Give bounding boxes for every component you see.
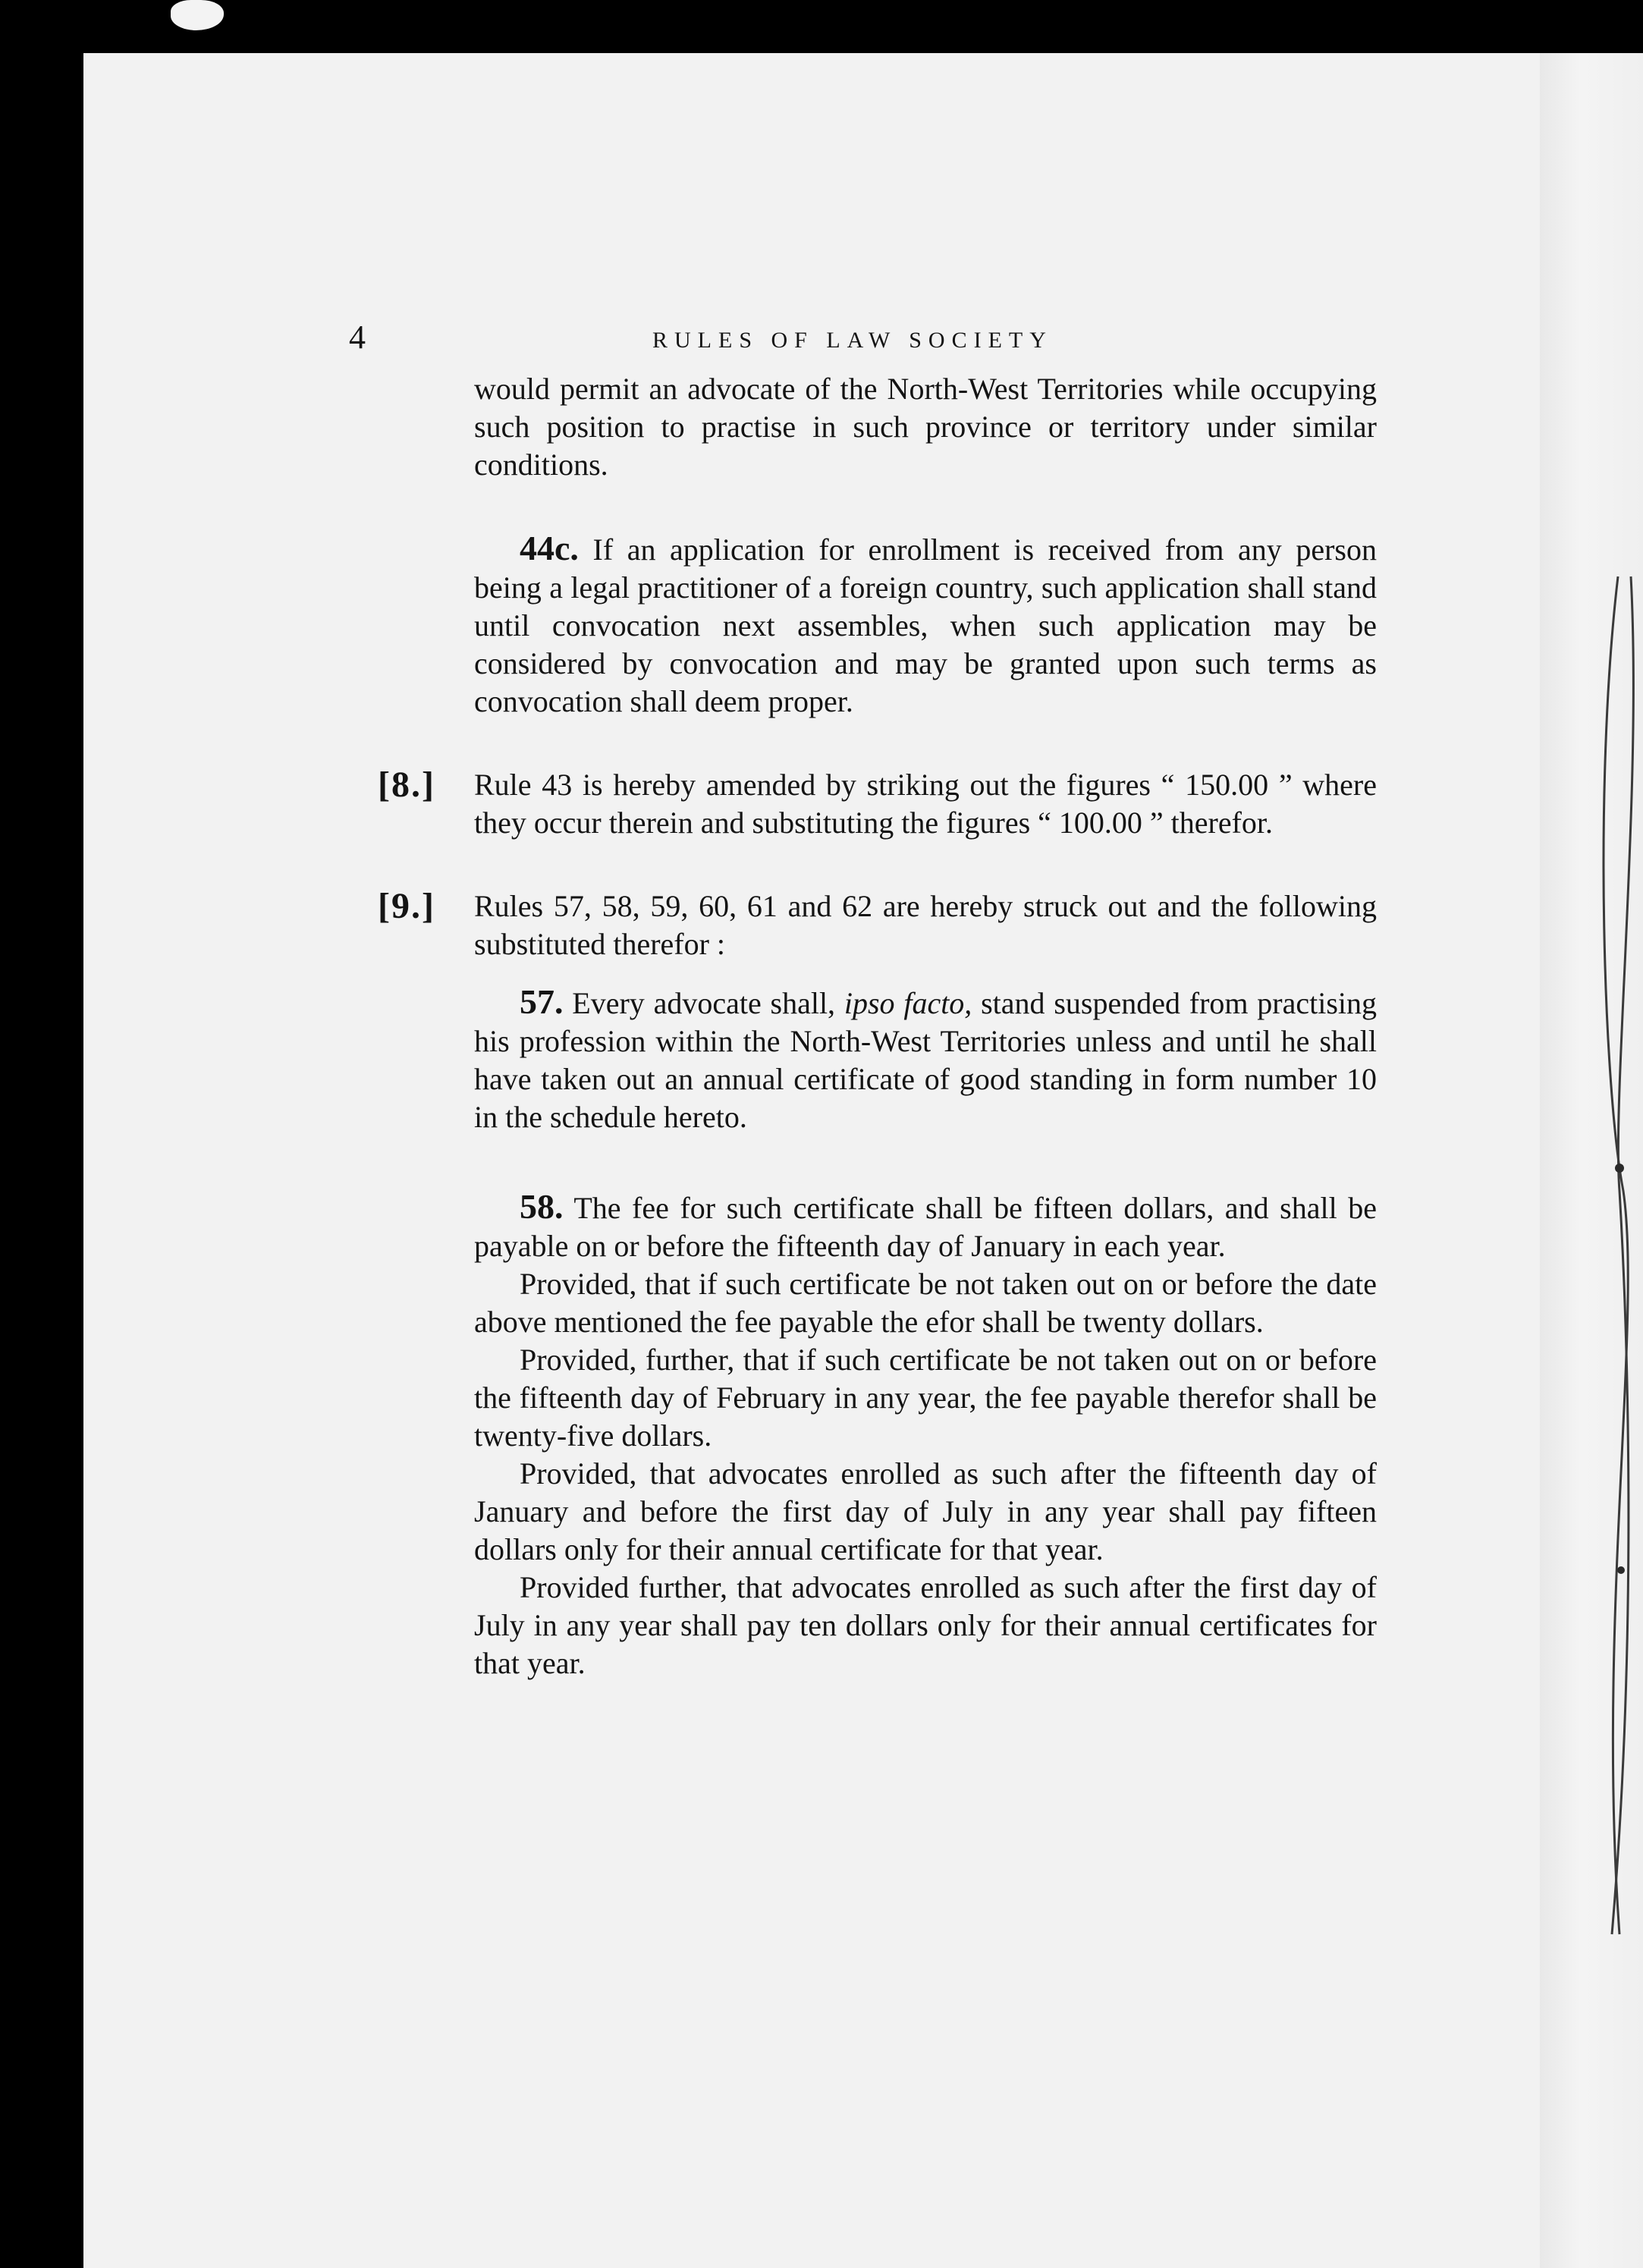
rule-58-proviso-2: Provided, further, that if such certificate be not taken out on or before the fifteenth day of February in any year, the fee payable therefor shall be twenty-five dollars. <box>474 1343 1377 1453</box>
rule-57 <box>474 983 1377 1136</box>
rule-57-number: 57. <box>520 982 564 1021</box>
rule-57-text-before: Every advocate shall, <box>572 986 836 1020</box>
section-9 <box>349 887 1377 963</box>
rule-44c <box>474 529 1377 721</box>
rule-44c-text: If an application for enrollment is received from any person being a legal practitioner of a foreign country, such application shall stand until convocation next assembles, when such application may be considered by convocation and may be granted upon such terms as convocation shall deem proper. <box>474 532 1377 718</box>
rule-58-proviso-3: Provided, that advocates enrolled as such after the fifteenth day of January and before the first day of July in any year shall pay fifteen dollars only for their annual certificate for that year. <box>474 1456 1377 1566</box>
page-number: 4 <box>349 319 366 356</box>
section-8-text: Rule 43 is hereby amended by striking out the figures “ 150.00 ” where they occur therein and substituting the figures “ 100.00 ” therefor. <box>474 768 1377 840</box>
running-header <box>349 319 1377 364</box>
running-title: RULES OF LAW SOCIETY <box>652 328 1053 353</box>
section-8-marker: [8.] <box>378 765 435 805</box>
rule-58-number: 58. <box>520 1187 564 1226</box>
scan-speck <box>171 0 224 30</box>
rule-58-text: The fee for such certificate shall be fifteen dollars, and shall be payable on or before the fifteenth day of January in each year. <box>474 1191 1377 1263</box>
rule-57-text-after: stand suspended from practising his profession within the North-West Territories unless and until he shall have taken out an annual certificate of good standing in form number 10 in the schedule hereto. <box>474 986 1378 1134</box>
paragraph-continuation: would permit an advocate of the North-West Territories while occupying such position to practise in such province or territory under similar conditions. <box>474 372 1377 482</box>
section-9-text: Rules 57, 58, 59, 60, 61 and 62 are hereby struck out and the following substituted therefor : <box>474 889 1377 961</box>
section-9-marker: [9.] <box>378 886 435 926</box>
rule-57-italic: ipso facto, <box>843 986 972 1020</box>
rule-58 <box>474 1188 1377 1265</box>
page-content <box>349 319 1377 1682</box>
binding-string <box>1589 561 1642 1949</box>
rule-58-proviso-4: Provided further, that advocates enrolled as such after the first day of July in any year shall pay ten dollars only for their annual certificates for that year. <box>474 1570 1377 1680</box>
rule-44c-number: 44c. <box>520 529 579 567</box>
section-8 <box>349 766 1377 842</box>
rule-58-proviso-1: Provided, that if such certificate be not taken out on or before the date above mentioned the fee payable the efor shall be twenty dollars. <box>474 1267 1377 1339</box>
